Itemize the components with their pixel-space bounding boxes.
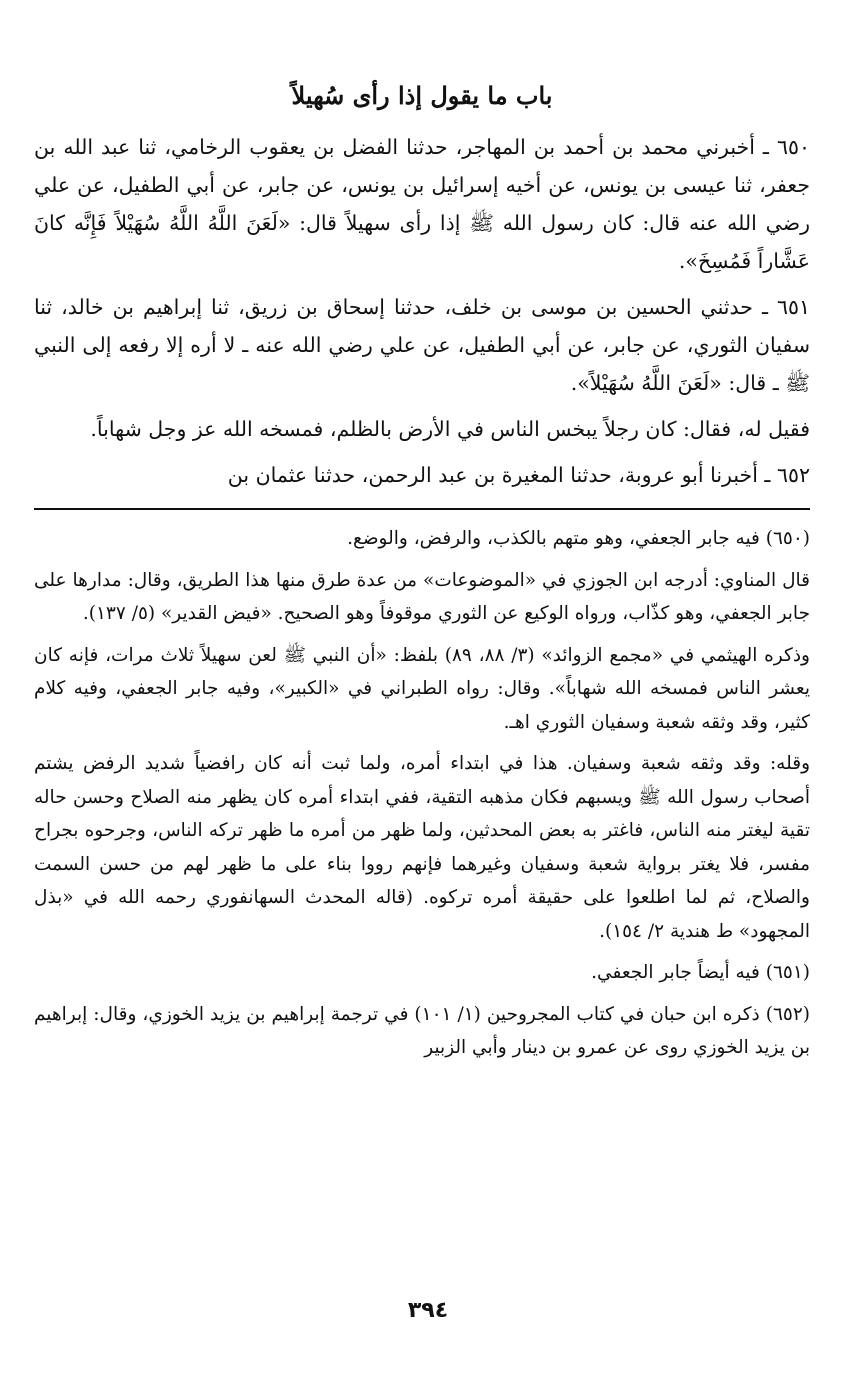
footnote-separator: [34, 508, 810, 510]
footnote-651: (٦٥١) فيه أيضاً جابر الجعفي.: [591, 962, 810, 983]
footnote-650-munawi: قال المناوي: أدرجه ابن الجوزي في «الموضوعات» من عدة طرق منها هذا الطريق، وقال: مدارها على جابر الجعفي، وهو كذّاب، ورواه الوكيع عن الثوري موقوفاً وهو الصحيح. «فيض القدير» (٥/ ١٣٧).: [34, 569, 810, 624]
page-number: ٣٩٤: [407, 1298, 449, 1323]
footnote-650-commentary: وقله: وقد وثقه شعبة وسفيان. هذا في ابتداء أمره، ولما ثبت أنه كان رافضياً شديد الرفض يشتم أصحاب رسول الله ﷺ ويسبهم فكان مذهبه التقية، ففي ابتداء أمره كان يظهر منه الصلاح وحسن حاله تقية ليغتر منه الناس، فاغتر به بعض المحدثين، ولما ظهر من أمره ما ظهر تركه الناس، وجرحوه بجراح مفسر، فلا يغتر برواية شعبة وسفيان وغيرهما فإنهم رووا بناء على ما ظهر لهم من حسن السمت والصلاح، ثم لما اطلعوا على حقيقة أمره تركوه. (قاله المحدث السهانفوري رحمه الله في «بذل المجهود» ط هندية ٢/ ١٥٤).: [34, 753, 810, 942]
chapter-heading: باب ما يقول إذا رأى سُهيلاً: [291, 81, 553, 110]
hadith-650: ٦٥٠ ـ أخبرني محمد بن أحمد بن المهاجر، حدثنا الفضل بن يعقوب الرخامي، ثنا عبد الله بن جعفر، ثنا عيسى بن يونس، عن أخيه إسرائيل بن يونس، عن جابر، عن أبي الطفيل، عن علي رضي الله عنه قال: كان رسول الله ﷺ إذا رأى سهيلاً قال: «لَعَنَ اللَّهُ اللَّهُ سُهَيْلاً فَإِنَّه كانَ عَشَّاراً فَمُسِخَ».: [34, 135, 810, 273]
book-page: [34, 60, 810, 1073]
hadith-651-continuation: فقيل له، فقال: كان رجلاً يبخس الناس في الأرض بالظلم، فمسخه الله عز وجل شهاباً.: [90, 417, 810, 441]
footnote-650-haythami: وذكره الهيثمي في «مجمع الزوائد» (٣/ ٨٨، ٨٩) بلفظ: «أن النبي ﷺ لعن سهيلاً ثلاث مرات، فإنه كان يعشر الناس فمسخه الله شهاباً». وقال: رواه الطبراني في «الكبير»، وفيه جابر الجعفي، وفيه كلام كثير، وقد وثقه شعبة وسفيان الثوري اهـ.: [34, 644, 810, 733]
hadith-652: ٦٥٢ ـ أخبرنا أبو عروبة، حدثنا المغيرة بن عبد الرحمن، حدثنا عثمان بن: [227, 463, 810, 487]
footnote-652: (٦٥٢) ذكره ابن حبان في كتاب المجروحين (١/ ١٠١) في ترجمة إبراهيم بن يزيد الخوزي، وقال: إبراهيم بن يزيد الخوزي روى عن عمرو بن دينار وأبي الزبير: [34, 1003, 810, 1058]
hadith-651: ٦٥١ ـ حدثني الحسين بن موسى بن خلف، حدثنا إسحاق بن زريق، ثنا إبراهيم بن خالد، ثنا سفيان الثوري، عن جابر، عن أبي الطفيل، عن علي رضي الله عنه ـ لا أره إلا رفعه إلى النبي ﷺ ـ قال: «لَعَنَ اللَّهُ سُهَيْلاً».: [34, 295, 810, 395]
footnote-650: (٦٥٠) فيه جابر الجعفي، وهو متهم بالكذب، والرفض، والوضع.: [347, 528, 810, 549]
